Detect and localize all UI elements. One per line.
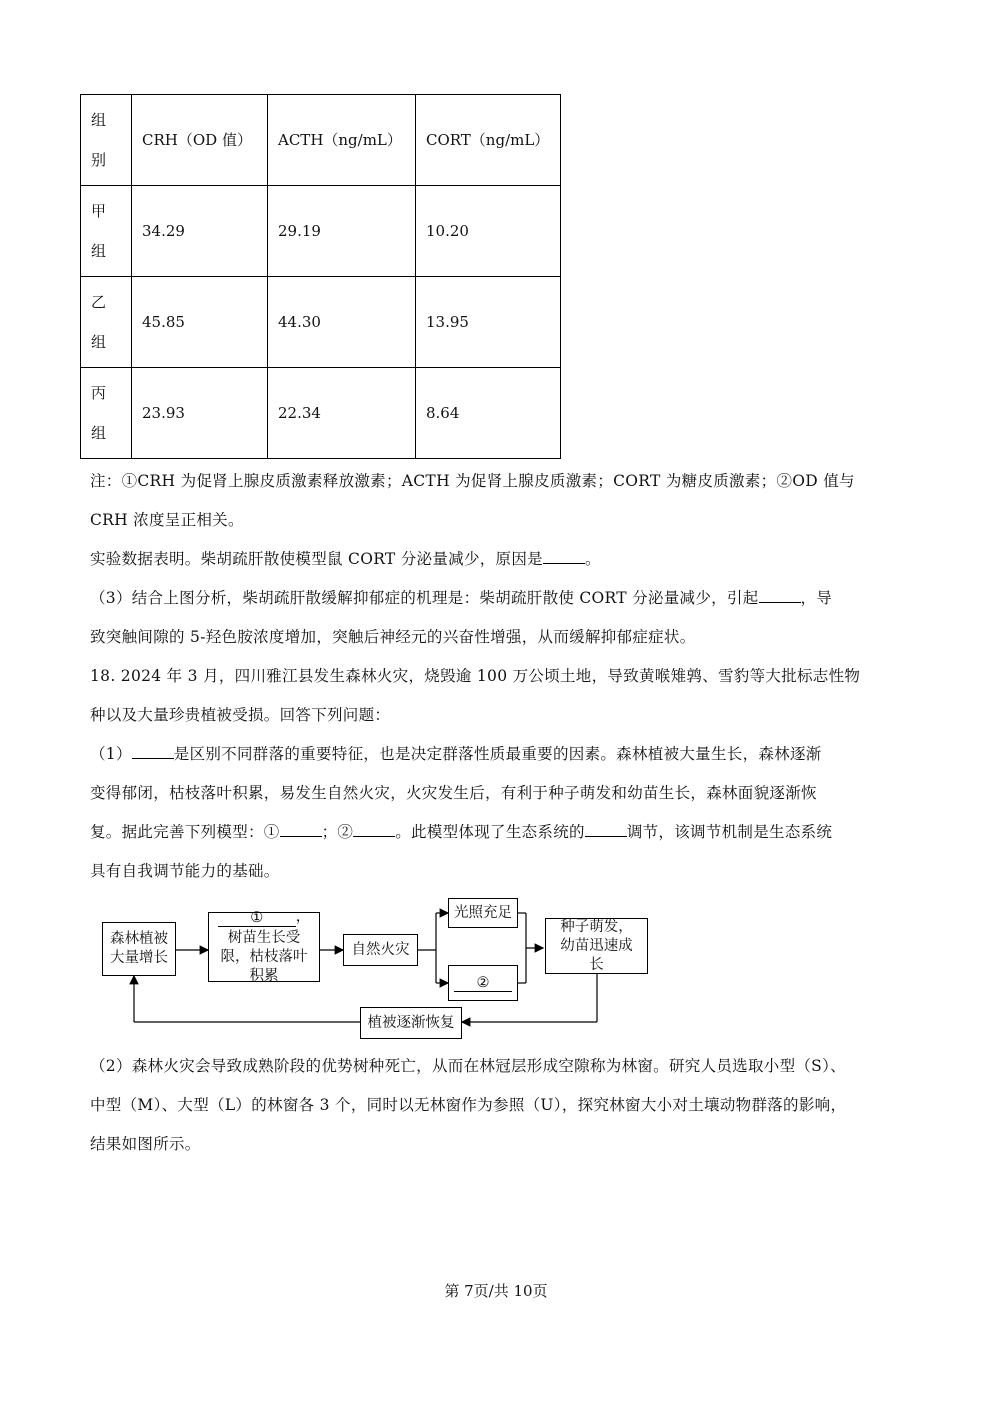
note-line-1: 注：①CRH 为促肾上腺皮质激素释放激素；ACTH 为促肾上腺皮质激素；CORT 为糖皮质激素；②OD 值与 — [90, 472, 855, 490]
node-seedling-limited: 树苗生长受限，枯枝落叶积累 — [220, 930, 308, 984]
part-1-text: 是区别不同群落的重要特征，也是决定群落性质最重要的因素。森林植被大量生长，森林逐渐 — [173, 745, 822, 763]
page-footer: 第 7页/共 10页 — [444, 1282, 548, 1300]
group-label: 甲组 — [91, 202, 107, 260]
node-natural-fire: 自然火灾 — [343, 934, 418, 966]
question-18-line-1: 18. 2024 年 3 月，四川雅江县发生森林火灾，烧毁逾 100 万公顷土地，导致黄喉雉鹑、雪豹等大批标志性物 — [90, 667, 861, 685]
part-2-line-1: （2）森林火灾会导致成熟阶段的优势树种死亡，从而在林冠层形成空隙称为林窗。研究人员选取小型（S）、 — [90, 1057, 846, 1075]
q3-text: （3）结合上图分析，柴胡疏肝散缓解抑郁症的机理是：柴胡疏肝散使 CORT 分泌量减少，引起 — [90, 589, 759, 607]
node-sufficient-light: 光照充足 — [448, 898, 518, 928]
part-1-text-a: 复。据此完善下列模型：① — [90, 823, 280, 841]
part-1-line-2: 变得郁闭，枯枝落叶积累，易发生自然火灾，火灾发生后，有利于种子萌发和幼苗生长，森林面貌逐渐恢 — [90, 784, 817, 802]
cell-crh: 45.85 — [132, 277, 268, 368]
cell-acth: 44.30 — [268, 277, 416, 368]
part-2-line-3: 结果如图所示。 — [90, 1135, 201, 1153]
header-group-label: 组别 — [91, 111, 107, 169]
node-forest-growth: 森林植被大量增长 — [102, 922, 176, 976]
note-line-2: CRH 浓度呈正相关。 — [90, 511, 244, 529]
node-seed-germination: 种子萌发，幼苗迅速成长 — [545, 918, 648, 974]
part-1-text-d: 调节，该调节机制是生态系统 — [626, 823, 833, 841]
group-label: 乙组 — [91, 293, 107, 351]
part-1-text-c: 。此模型体现了生态系统的 — [395, 823, 585, 841]
cell-crh: 34.29 — [132, 186, 268, 277]
cell-cort: 8.64 — [416, 368, 561, 459]
question-3-line-2: 致突触间隙的 5-羟色胺浓度增加，突触后神经元的兴奋性增强，从而缓解抑郁症症状。 — [90, 628, 696, 646]
header-cort: CORT（ng/mL） — [416, 95, 561, 186]
result-end: 。 — [584, 550, 601, 568]
cell-acth: 29.19 — [268, 186, 416, 277]
blank-mark-1: ① — [218, 910, 296, 927]
part-2-line-2: 中型（M）、大型（L）的林窗各 3 个，同时以无林窗作为参照（U），探究林窗大小对土壤动物群落的影响， — [90, 1096, 847, 1114]
part-1-line-4: 具有自我调节能力的基础。 — [90, 862, 280, 880]
node-blank-2 — [448, 965, 518, 1001]
part-1-text-b: ；② — [321, 823, 354, 841]
node-blank-1 — [208, 909, 320, 984]
blank-comma: ， — [295, 909, 311, 925]
cell-cort: 13.95 — [416, 277, 561, 368]
cell-cort: 10.20 — [416, 186, 561, 277]
blank-mark-2: ② — [454, 975, 512, 992]
header-crh: CRH（OD 值） — [132, 95, 268, 186]
question-18-line-2: 种以及大量珍贵植被受损。回答下列问题： — [90, 706, 391, 724]
cell-acth: 22.34 — [268, 368, 416, 459]
node-vegetation-recovery: 植被逐渐恢复 — [360, 1007, 462, 1039]
header-acth: ACTH（ng/mL） — [268, 95, 416, 186]
node-blank-1-line — [218, 908, 311, 927]
result-text: 实验数据表明。柴胡疏肝散使模型鼠 CORT 分泌量减少，原因是 — [90, 550, 543, 568]
part-1-label: （1） — [90, 745, 132, 763]
cell-crh: 23.93 — [132, 368, 268, 459]
q3-text-end: ，导 — [800, 589, 833, 607]
group-label: 丙组 — [91, 384, 107, 442]
